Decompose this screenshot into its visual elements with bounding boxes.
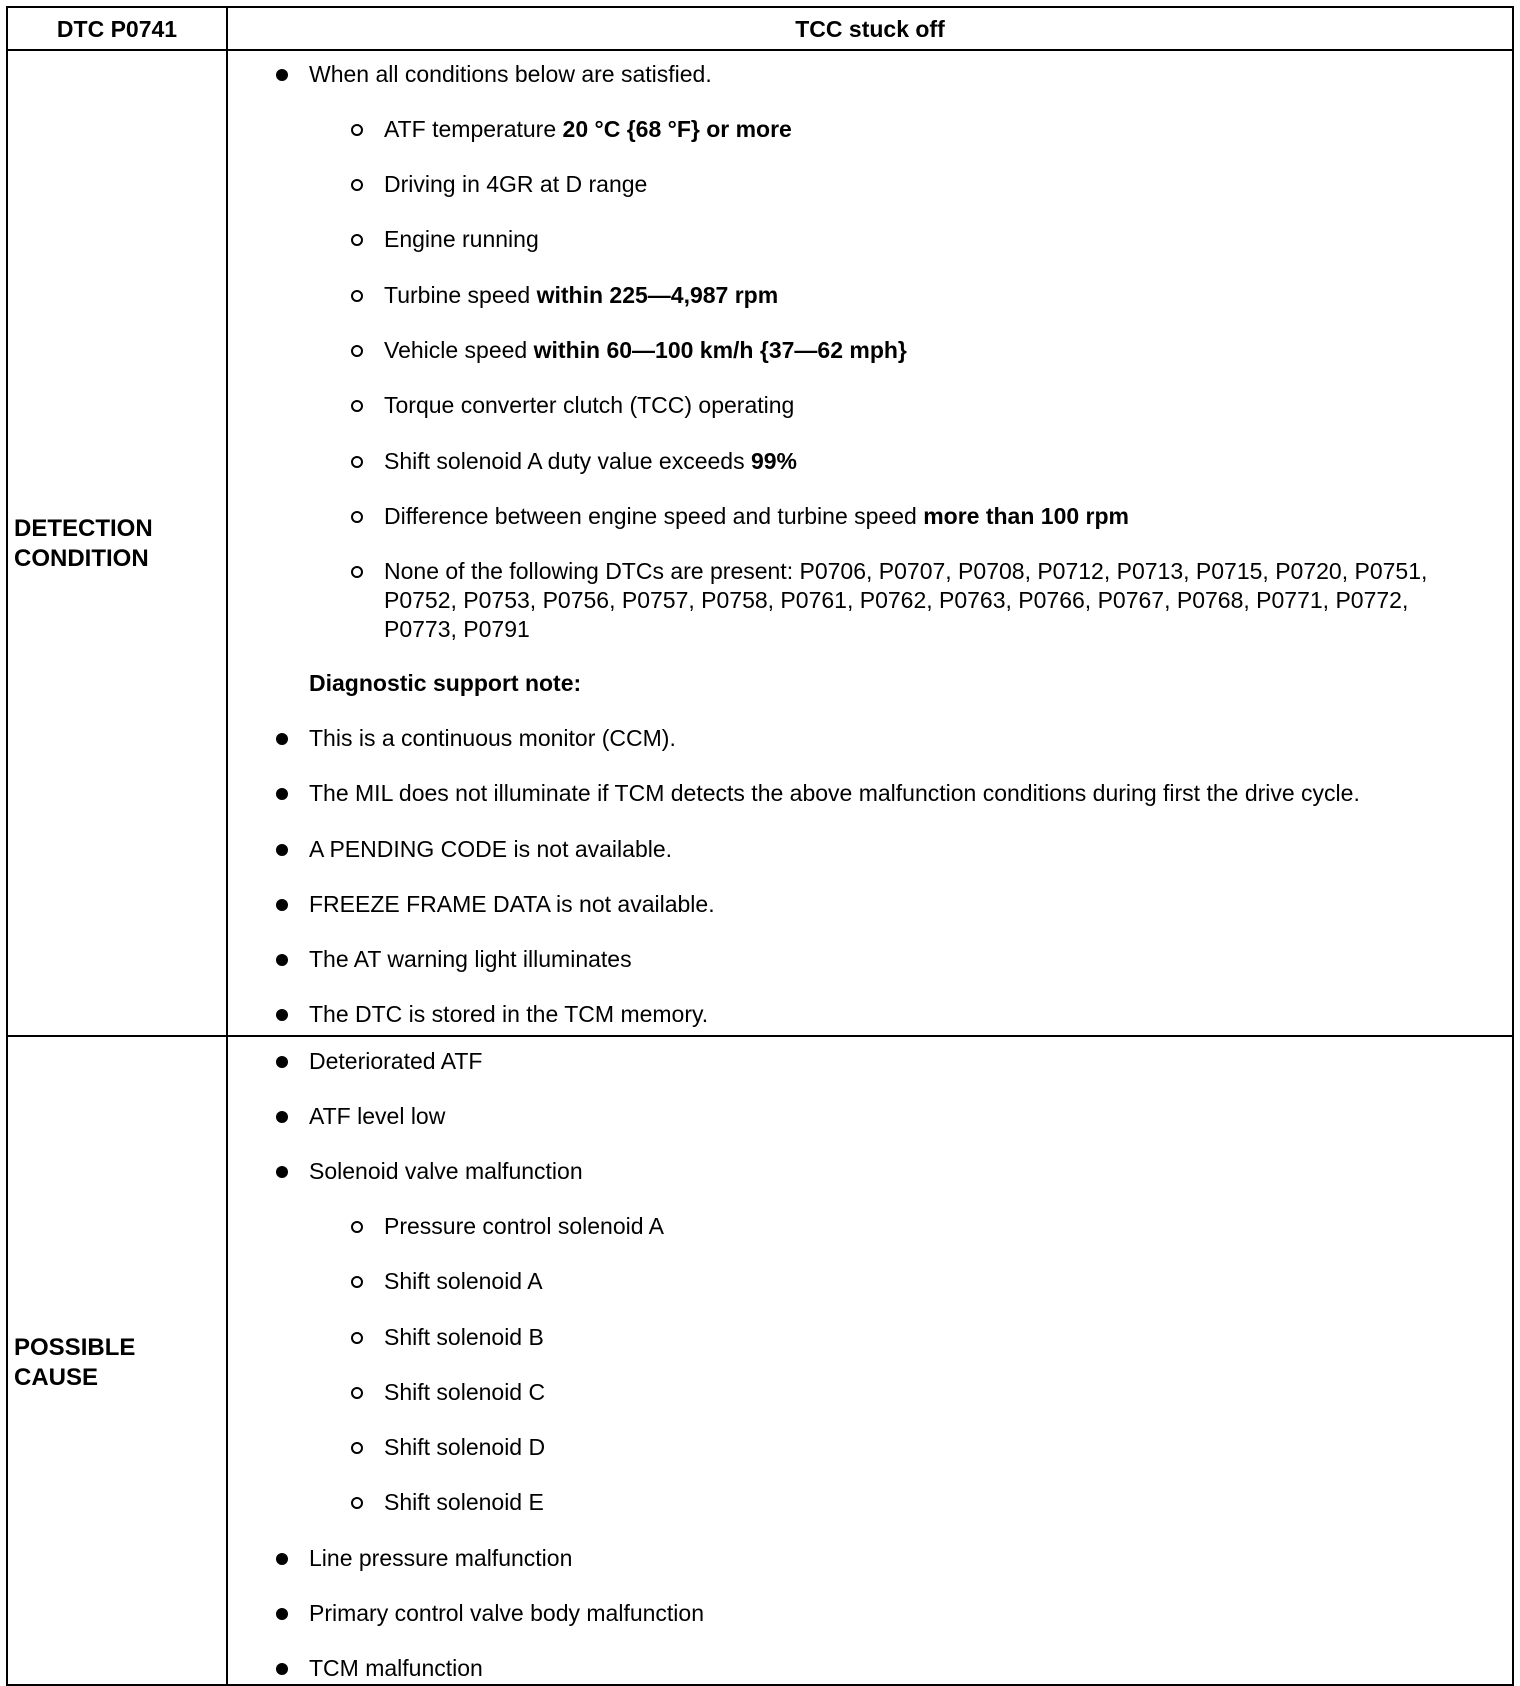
diagnostic-support-note-title: Diagnostic support note: — [309, 670, 582, 696]
circle-bullet-icon — [351, 345, 363, 357]
label-line: DETECTION — [14, 515, 153, 542]
note-item: A PENDING CODE is not available. — [309, 836, 673, 862]
cause-item: TCM malfunction — [309, 1655, 483, 1681]
row-divider — [8, 1035, 1512, 1037]
circle-bullet-icon — [351, 456, 363, 468]
condition-item: Shift solenoid A duty value exceeds 99% — [384, 448, 798, 474]
circle-bullet-icon — [351, 511, 363, 523]
cause-sub-item: Pressure control solenoid A — [384, 1213, 664, 1239]
bullet-icon — [276, 1111, 288, 1123]
label-line: POSSIBLE — [14, 1334, 136, 1361]
condition-item: Turbine speed within 225—4,987 rpm — [384, 282, 779, 308]
circle-bullet-icon — [351, 179, 363, 191]
cause-sub-item: Shift solenoid C — [384, 1379, 546, 1405]
bullet-icon — [276, 899, 288, 911]
bullet-icon — [276, 788, 288, 800]
condition-item: Difference between engine speed and turbine speed more than 100 rpm — [384, 503, 1129, 529]
circle-bullet-icon — [351, 1497, 363, 1509]
possible-cause-label — [14, 1333, 135, 1393]
bullet-icon — [276, 733, 288, 745]
circle-bullet-icon — [351, 1221, 363, 1233]
cause-sub-item: Shift solenoid D — [384, 1434, 546, 1460]
circle-bullet-icon — [351, 566, 363, 578]
cause-sub-item: Shift solenoid B — [384, 1324, 544, 1350]
circle-bullet-icon — [351, 1276, 363, 1288]
detection-condition-label — [14, 514, 153, 574]
condition-item: Driving in 4GR at D range — [384, 171, 648, 197]
bullet-icon — [276, 844, 288, 856]
bullet-icon — [276, 1166, 288, 1178]
bullet-icon — [276, 1663, 288, 1675]
cause-item: Line pressure malfunction — [309, 1545, 573, 1571]
circle-bullet-icon — [351, 400, 363, 412]
circle-bullet-icon — [351, 290, 363, 302]
cause-item: Solenoid valve malfunction — [309, 1158, 583, 1184]
cause-item: ATF level low — [309, 1103, 446, 1129]
column-divider — [226, 8, 228, 1684]
note-item: FREEZE FRAME DATA is not available. — [309, 891, 715, 917]
bullet-icon — [276, 1608, 288, 1620]
condition-item: Vehicle speed within 60—100 km/h {37—62 mph} — [384, 337, 907, 363]
detection-intro: When all conditions below are satisfied. — [309, 61, 712, 87]
bullet-icon — [276, 1009, 288, 1021]
circle-bullet-icon — [351, 1387, 363, 1399]
circle-bullet-icon — [351, 124, 363, 136]
cause-item: Deteriorated ATF — [309, 1048, 483, 1074]
circle-bullet-icon — [351, 1332, 363, 1344]
label-line: CAUSE — [14, 1364, 99, 1391]
circle-bullet-icon — [351, 1442, 363, 1454]
dtc-table — [6, 6, 1514, 1686]
cause-item: Primary control valve body malfunction — [309, 1600, 704, 1626]
bullet-icon — [276, 1056, 288, 1068]
condition-item-dtc-list: None of the following DTCs are present: P0706, P0707, P0708, P0712, P0713, P0715, P0720, P0751, P0752, P0753, P0756, P0757, P0758, P0761, P0762, P0763, P0766, P0767, P0768, P0771, P0772, P0773, P0791 — [384, 558, 1428, 642]
condition-item: Torque converter clutch (TCC) operating — [384, 392, 795, 418]
note-item: The MIL does not illuminate if TCM detects the above malfunction conditions during first the drive cycle. — [309, 780, 1360, 806]
bullet-icon — [276, 954, 288, 966]
cause-sub-item: Shift solenoid A — [384, 1268, 543, 1294]
note-item: This is a continuous monitor (CCM). — [309, 725, 676, 751]
condition-item: Engine running — [384, 226, 539, 252]
condition-item: ATF temperature 20 °C {68 °F} or more — [384, 116, 792, 142]
bullet-icon — [276, 1553, 288, 1565]
label-line: CONDITION — [14, 545, 149, 572]
note-item: The AT warning light illuminates — [309, 946, 632, 972]
dtc-title-header: TCC stuck off — [795, 16, 945, 42]
circle-bullet-icon — [351, 234, 363, 246]
dtc-code-header: DTC P0741 — [56, 16, 178, 42]
bullet-icon — [276, 69, 288, 81]
note-item: The DTC is stored in the TCM memory. — [309, 1001, 709, 1027]
cause-sub-item: Shift solenoid E — [384, 1489, 544, 1515]
